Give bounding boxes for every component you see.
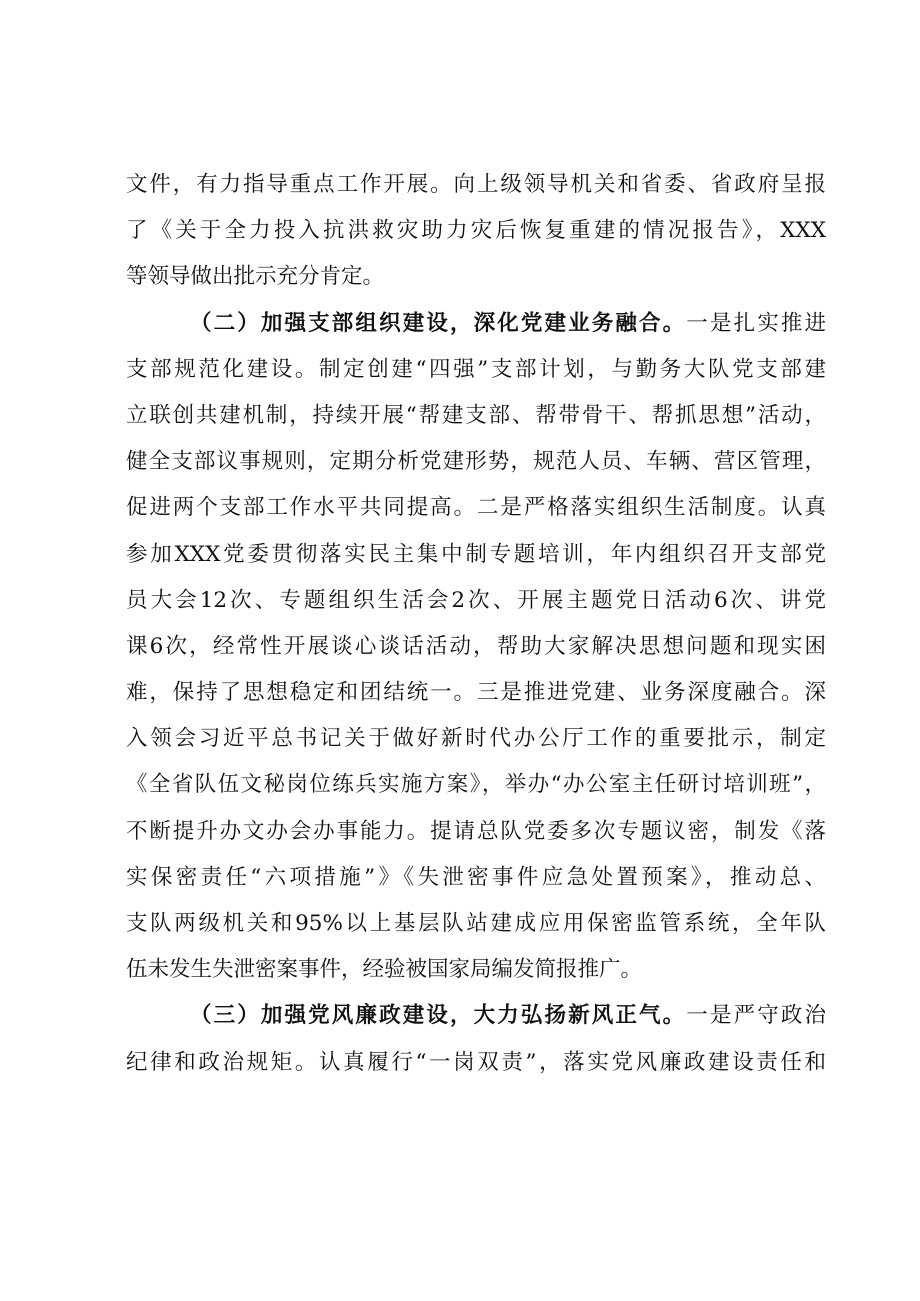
text-line: 伍未发生失泄密案事件，经验被国家局编发简报推广。 bbox=[126, 957, 643, 983]
text-line: 等领导做出批示充分肯定。 bbox=[126, 264, 385, 290]
paragraph-first-line bbox=[126, 301, 826, 347]
heading-continuation: 一是严守政治 bbox=[686, 1003, 826, 1029]
text-line: 参加XXX党委贯彻落实民主集中制专题培训，年内组织召开支部党 bbox=[126, 541, 826, 567]
text-line: 了《关于全力投入抗洪救灾助力灾后恢复重建的情况报告》，XXX bbox=[126, 218, 826, 244]
text-line: 纪律和政治规矩。认真履行“一岗双责”，落实党风廉政建设责任和 bbox=[126, 1049, 826, 1075]
section-heading: （二）加强支部组织建设，深化党建业务融合。 bbox=[190, 310, 687, 336]
text-line: 文件，有力指导重点工作开展。向上级领导机关和省委、省政府呈报 bbox=[126, 172, 826, 197]
document-body bbox=[126, 162, 826, 1086]
text-line: 支部规范化建设。制定创建“四强”支部计划，与勤务大队党支部建 bbox=[126, 356, 826, 382]
text-line: 课6次，经常性开展谈心谈话活动，帮助大家解决思想问题和现实困 bbox=[126, 633, 826, 659]
text-line: 支队两级机关和95%以上基层队站建成应用保密监管系统，全年队 bbox=[126, 911, 826, 936]
text-line: 《全省队伍文秘岗位练兵实施方案》，举办“办公室主任研讨培训班”， bbox=[126, 772, 826, 798]
text-line: 实保密责任“六项措施”》《失泄密事件应急处置预案》，推动总、 bbox=[126, 864, 826, 890]
text-line: 入领会习近平总书记关于做好新时代办公厅工作的重要批示，制定 bbox=[126, 726, 826, 752]
text-line: 不断提升办文办会办事能力。提请总队党委多次专题议密，制发《落 bbox=[126, 818, 826, 844]
paragraph-first-line bbox=[126, 993, 826, 1039]
text-line: 促进两个支部工作水平共同提高。二是严格落实组织生活制度。认真 bbox=[126, 495, 826, 521]
heading-continuation: 一是扎实推进 bbox=[686, 310, 826, 336]
text-line: 员大会12次、专题组织生活会2次、开展主题党日活动6次、讲党 bbox=[126, 587, 826, 613]
paragraph-1 bbox=[126, 162, 826, 301]
paragraph-3 bbox=[126, 993, 826, 1085]
text-line: 健全支部议事规则，定期分析党建形势，规范人员、车辆、营区管理， bbox=[126, 449, 826, 475]
text-line: 难，保持了思想稳定和团结统一。三是推进党建、业务深度融合。深 bbox=[126, 680, 826, 706]
text-line: 立联创共建机制，持续开展“帮建支部、帮带骨干、帮抓思想”活动， bbox=[126, 402, 826, 428]
section-heading: （三）加强党风廉政建设，大力弘扬新风正气。 bbox=[190, 1003, 687, 1029]
paragraph-2 bbox=[126, 301, 826, 994]
